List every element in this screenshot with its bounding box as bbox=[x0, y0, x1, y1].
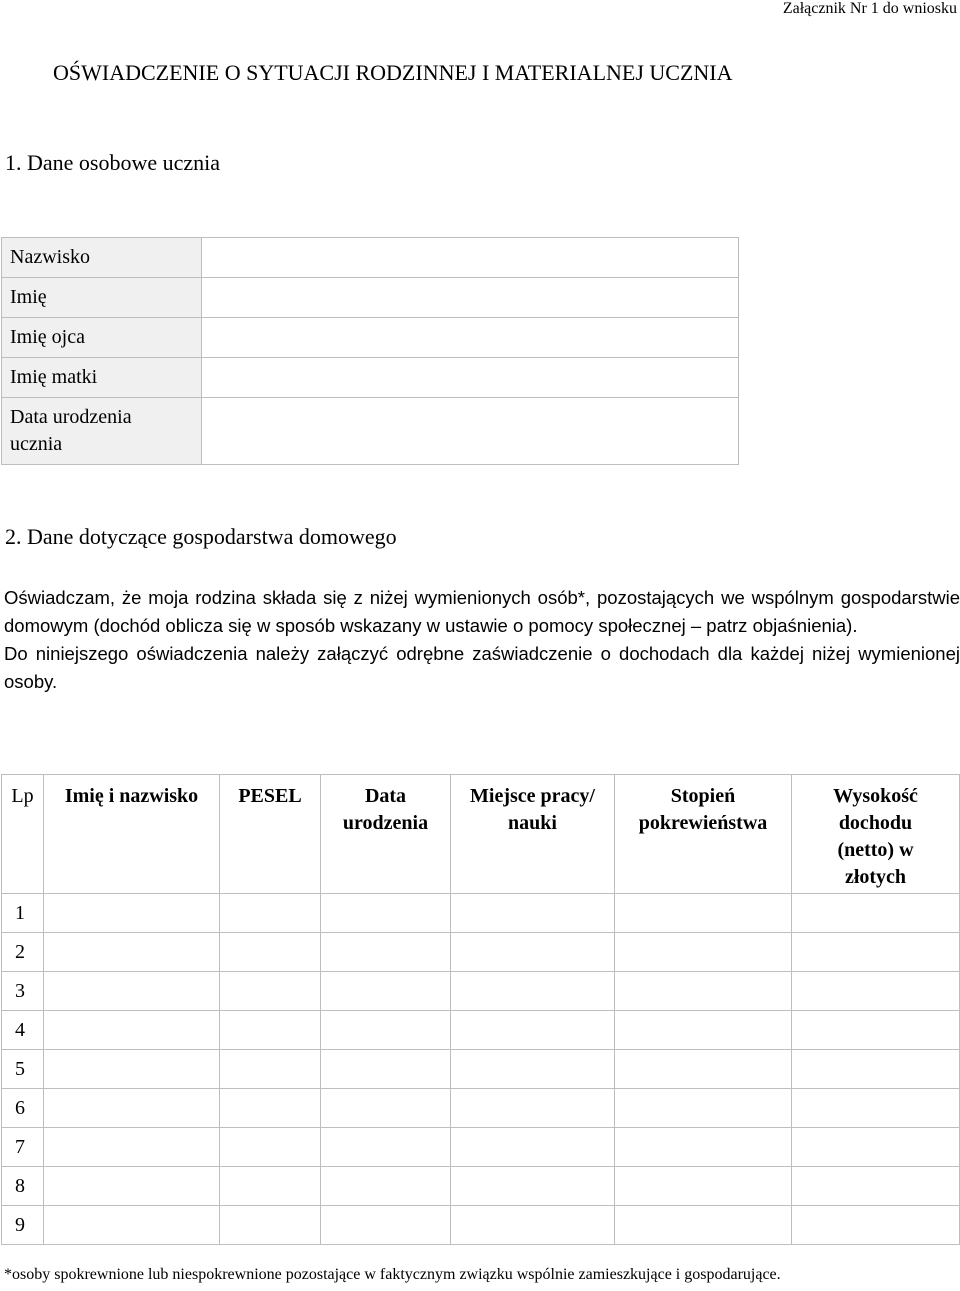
table-row bbox=[2, 933, 960, 972]
table-row bbox=[2, 1167, 960, 1206]
table-cell[interactable] bbox=[615, 1011, 792, 1050]
table-cell[interactable] bbox=[321, 1167, 451, 1206]
table-header-row bbox=[2, 775, 960, 894]
table-cell[interactable] bbox=[220, 1050, 321, 1089]
table-cell[interactable] bbox=[321, 1128, 451, 1167]
col-header-relation-line1: Stopień bbox=[670, 785, 736, 807]
section-1-heading: 1. Dane osobowe ucznia bbox=[5, 150, 221, 175]
col-header-work-line2: nauki bbox=[508, 812, 557, 834]
row-number: 2 bbox=[2, 933, 44, 972]
col-header-relation bbox=[615, 775, 792, 894]
table-cell[interactable] bbox=[321, 1050, 451, 1089]
declaration-text bbox=[4, 584, 960, 696]
field-row-surname bbox=[2, 238, 739, 278]
attachment-label: Załącznik Nr 1 do wniosku bbox=[782, 0, 957, 17]
table-cell[interactable] bbox=[220, 894, 321, 933]
table-cell[interactable] bbox=[792, 894, 960, 933]
table-cell[interactable] bbox=[321, 1089, 451, 1128]
table-cell[interactable] bbox=[792, 1206, 960, 1245]
row-number: 8 bbox=[2, 1167, 44, 1206]
table-cell[interactable] bbox=[44, 972, 220, 1011]
col-header-birth-line2: urodzenia bbox=[342, 812, 429, 834]
table-cell[interactable] bbox=[321, 894, 451, 933]
field-value-mother-name[interactable] bbox=[202, 358, 739, 398]
col-header-lp: Lp bbox=[2, 775, 44, 894]
table-cell[interactable] bbox=[792, 972, 960, 1011]
field-value-surname[interactable] bbox=[202, 238, 739, 278]
col-header-work-line1: Miejsce pracy/ bbox=[470, 785, 595, 807]
row-number: 5 bbox=[2, 1050, 44, 1089]
declaration-paragraph-2: Do niniejszego oświadczenia należy załączyć odrębne zaświadczenie o dochodach dla każdej niżej wymienionej osoby. bbox=[4, 643, 960, 692]
col-header-income-line3: (netto) w bbox=[837, 839, 914, 861]
row-number: 4 bbox=[2, 1011, 44, 1050]
table-cell[interactable] bbox=[451, 894, 615, 933]
table-cell[interactable] bbox=[44, 894, 220, 933]
table-cell[interactable] bbox=[615, 1167, 792, 1206]
field-row-birth-date bbox=[2, 398, 739, 465]
household-rows bbox=[2, 894, 960, 1245]
table-cell[interactable] bbox=[451, 1089, 615, 1128]
field-row-father-name bbox=[2, 318, 739, 358]
field-value-birth-date[interactable] bbox=[202, 398, 739, 465]
table-cell[interactable] bbox=[615, 972, 792, 1011]
col-header-name: Imię i nazwisko bbox=[44, 775, 220, 894]
col-header-birth-date bbox=[321, 775, 451, 894]
table-row bbox=[2, 1050, 960, 1089]
section-2-heading: 2. Dane dotyczące gospodarstwa domowego bbox=[5, 524, 397, 549]
table-cell[interactable] bbox=[615, 1050, 792, 1089]
personal-data-table bbox=[1, 237, 739, 465]
table-cell[interactable] bbox=[321, 972, 451, 1011]
table-cell[interactable] bbox=[451, 1050, 615, 1089]
table-cell[interactable] bbox=[792, 1050, 960, 1089]
col-header-pesel: PESEL bbox=[220, 775, 321, 894]
field-label-father-name: Imię ojca bbox=[2, 318, 202, 358]
table-cell[interactable] bbox=[44, 933, 220, 972]
table-cell[interactable] bbox=[792, 1011, 960, 1050]
table-cell[interactable] bbox=[220, 972, 321, 1011]
table-cell[interactable] bbox=[321, 1011, 451, 1050]
table-cell[interactable] bbox=[451, 972, 615, 1011]
table-cell[interactable] bbox=[220, 1206, 321, 1245]
col-header-income-line1: Wysokość bbox=[833, 785, 918, 807]
table-cell[interactable] bbox=[615, 1206, 792, 1245]
field-value-first-name[interactable] bbox=[202, 278, 739, 318]
table-cell[interactable] bbox=[451, 1206, 615, 1245]
field-row-first-name bbox=[2, 278, 739, 318]
col-header-income-line2: dochodu bbox=[838, 812, 913, 834]
col-header-relation-line2: pokrewieństwa bbox=[638, 812, 768, 834]
col-header-birth-line1: Data bbox=[364, 785, 407, 807]
row-number: 9 bbox=[2, 1206, 44, 1245]
table-cell[interactable] bbox=[220, 1128, 321, 1167]
row-number: 7 bbox=[2, 1128, 44, 1167]
field-label-birth-date bbox=[2, 398, 202, 465]
declaration-paragraph-1: Oświadczam, że moja rodzina składa się z niżej wymienionych osób*, pozostających we wspólnym gospodarstwie domowym (dochód oblicza się w sposób wskazany w ustawie o pomocy społecznej – patrz objaśnienia). bbox=[4, 587, 960, 636]
table-row bbox=[2, 972, 960, 1011]
row-number: 3 bbox=[2, 972, 44, 1011]
table-cell[interactable] bbox=[792, 933, 960, 972]
table-cell[interactable] bbox=[220, 1167, 321, 1206]
page-title: OŚWIADCZENIE O SYTUACJI RODZINNEJ I MATERIALNEJ UCZNIA bbox=[53, 60, 733, 85]
table-row bbox=[2, 894, 960, 933]
field-label-birth-date-line1: Data urodzenia bbox=[10, 406, 132, 428]
table-cell[interactable] bbox=[220, 1011, 321, 1050]
table-cell[interactable] bbox=[44, 1089, 220, 1128]
table-cell[interactable] bbox=[615, 933, 792, 972]
table-cell[interactable] bbox=[615, 1128, 792, 1167]
table-cell[interactable] bbox=[615, 1089, 792, 1128]
footnote: *osoby spokrewnione lub niespokrewnione pozostające w faktycznym związku wspólnie zamieszkujące i gospodarujące. bbox=[4, 1266, 781, 1283]
row-number: 6 bbox=[2, 1089, 44, 1128]
table-cell[interactable] bbox=[44, 1128, 220, 1167]
col-header-workplace bbox=[451, 775, 615, 894]
table-cell[interactable] bbox=[44, 1206, 220, 1245]
table-cell[interactable] bbox=[44, 1167, 220, 1206]
table-row bbox=[2, 1089, 960, 1128]
table-cell[interactable] bbox=[792, 1128, 960, 1167]
table-row bbox=[2, 1011, 960, 1050]
field-label-birth-date-line2: ucznia bbox=[10, 433, 63, 455]
table-cell[interactable] bbox=[451, 933, 615, 972]
table-cell[interactable] bbox=[792, 1089, 960, 1128]
table-cell[interactable] bbox=[451, 1128, 615, 1167]
table-cell[interactable] bbox=[792, 1167, 960, 1206]
col-header-income-line4: złotych bbox=[844, 866, 907, 888]
table-cell[interactable] bbox=[220, 1089, 321, 1128]
field-value-father-name[interactable] bbox=[202, 318, 739, 358]
field-label-mother-name: Imię matki bbox=[2, 358, 202, 398]
table-cell[interactable] bbox=[321, 1206, 451, 1245]
table-cell[interactable] bbox=[451, 1011, 615, 1050]
table-row bbox=[2, 1206, 960, 1245]
household-members-table bbox=[1, 774, 960, 1245]
field-label-first-name: Imię bbox=[2, 278, 202, 318]
col-header-income bbox=[792, 775, 960, 894]
table-cell[interactable] bbox=[44, 1050, 220, 1089]
table-cell[interactable] bbox=[615, 894, 792, 933]
table-row bbox=[2, 1128, 960, 1167]
table-cell[interactable] bbox=[321, 933, 451, 972]
field-label-surname: Nazwisko bbox=[2, 238, 202, 278]
field-row-mother-name bbox=[2, 358, 739, 398]
table-cell[interactable] bbox=[451, 1167, 615, 1206]
table-cell[interactable] bbox=[44, 1011, 220, 1050]
row-number: 1 bbox=[2, 894, 44, 933]
table-cell[interactable] bbox=[220, 933, 321, 972]
